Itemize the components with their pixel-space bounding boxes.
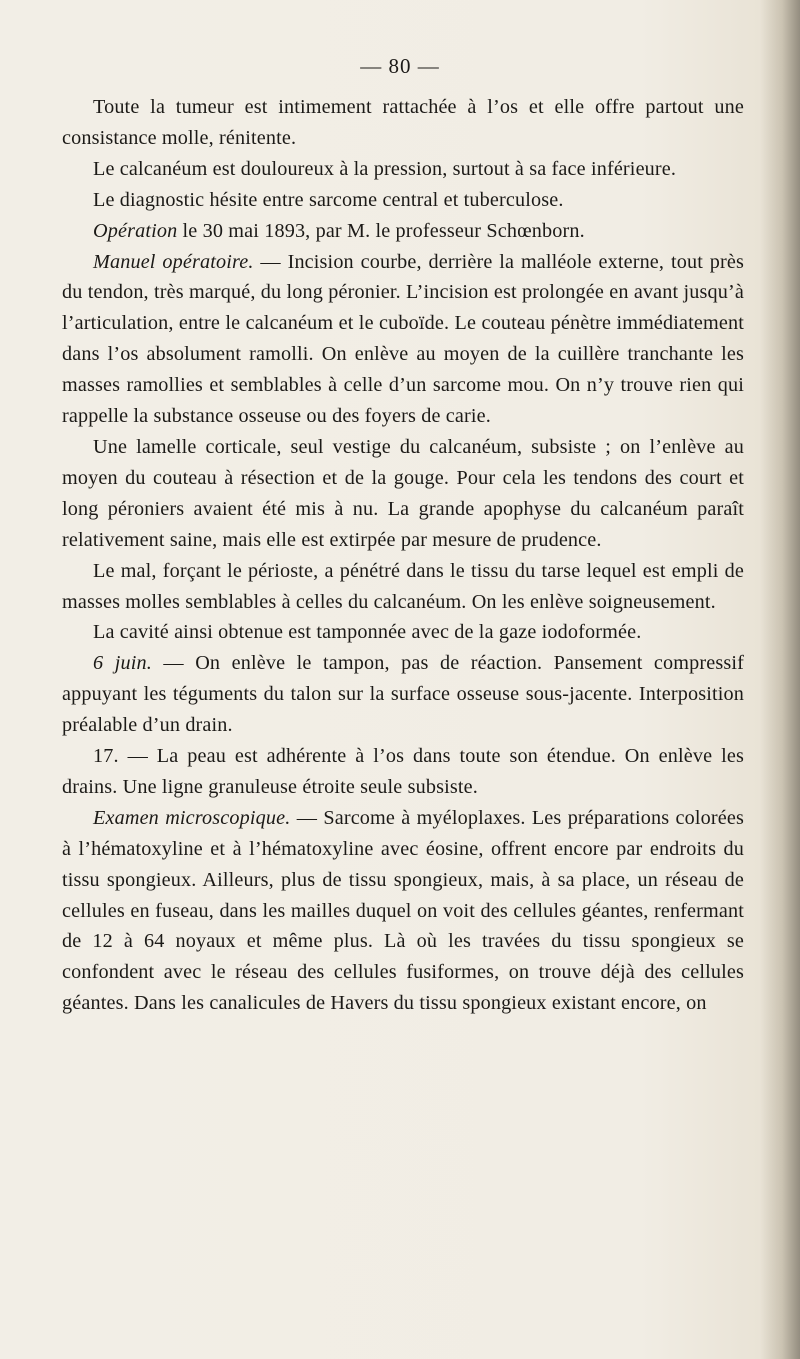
paragraph-text: La cavité ainsi obtenue est tamponnée avec de la gaze iodoformée. — [93, 621, 642, 644]
paragraph-text: Toute la tumeur est intimement rattachée à l’os et elle offre partout une consistance molle, rénitente. — [62, 96, 744, 149]
paragraph-text: — Sarcome à myéloplaxes. Les préparations colorées à l’hématoxyline et à l’hématoxyline avec éosine, offrent encore par endroits du tissu spongieux. Ailleurs, plus de tissu spongieux, mais, à sa place, un réseau de cellules en fuseau, dans les mailles duquel on voit des cellules géantes, renfermant de 12 à 64 noyaux et même plus. Là où les travées du tissu spongieux se confondent avec le réseau des cellules fusiformes, on trouve déjà des cellules géantes. Dans les canalicules de Havers du tissu spongieux existant encore, on — [62, 806, 744, 1015]
paragraph — [62, 432, 744, 556]
paragraph-text: Le diagnostic hésite entre sarcome central et tuberculose. — [93, 188, 564, 211]
paragraph-text: Le calcanéum est douloureux à la pression, surtout à sa face inférieure. — [93, 157, 677, 180]
page-number: — 80 — — [360, 54, 440, 78]
paragraph — [62, 648, 744, 741]
paragraph-lead: Opération — [93, 219, 178, 242]
paragraph-text: le 30 mai 1893, par M. le professeur Schœnborn. — [177, 219, 585, 242]
paragraph-text: Le mal, forçant le périoste, a pénétré dans le tissu du tarse lequel est empli de masses molles semblables à celles du calcanéum. On les enlève soigneusement. — [62, 559, 744, 613]
page-edge-shadow — [760, 0, 800, 1359]
paragraph — [62, 741, 744, 803]
paragraph — [62, 92, 744, 154]
paragraph-lead: Examen microscopique. — [93, 806, 291, 829]
paragraph-text: 17. — La peau est adhérente à l’os dans toute son étendue. On enlève les drains. Une ligne granuleuse étroite seule subsiste. — [62, 745, 744, 798]
paragraph — [62, 617, 744, 648]
paragraph — [62, 247, 744, 432]
paragraph — [62, 556, 744, 618]
paragraph — [62, 216, 744, 247]
paragraph-text: — Incision courbe, derrière la malléole externe, tout près du tendon, très marqué, du long péronier. L’incision est prolongée en avant jusqu’à l’articulation, entre le calcanéum et le cuboïde. Le couteau pénètre immédiatement dans l’os absolument ramolli. On enlève au moyen de la cuillère tranchante les masses ramollies et semblables à celle d’un sarcome mou. On n’y trouve rien qui rappelle la substance osseuse ou des foyers de carie. — [62, 250, 745, 428]
paragraph-lead: Manuel opératoire. — [93, 250, 254, 273]
paragraph-lead: 6 juin. — [93, 652, 152, 675]
paragraph — [62, 803, 744, 1019]
paragraph — [62, 185, 744, 216]
body-text — [62, 92, 744, 1019]
paragraph-text: — On enlève le tampon, pas de réaction. Pansement compressif appuyant les téguments du talon sur la surface osseuse sous-jacente. Interposition préalable d’un drain. — [62, 652, 744, 737]
paragraph-text: Une lamelle corticale, seul vestige du calcanéum, subsiste ; on l’enlève au moyen du couteau à résection et de la gouge. Pour cela les tendons des court et long péroniers avaient été mis à nu. La grande apophyse du calcanéum paraît relativement saine, mais elle est extirpée par mesure de prudence. — [62, 435, 744, 551]
paragraph — [62, 154, 744, 185]
